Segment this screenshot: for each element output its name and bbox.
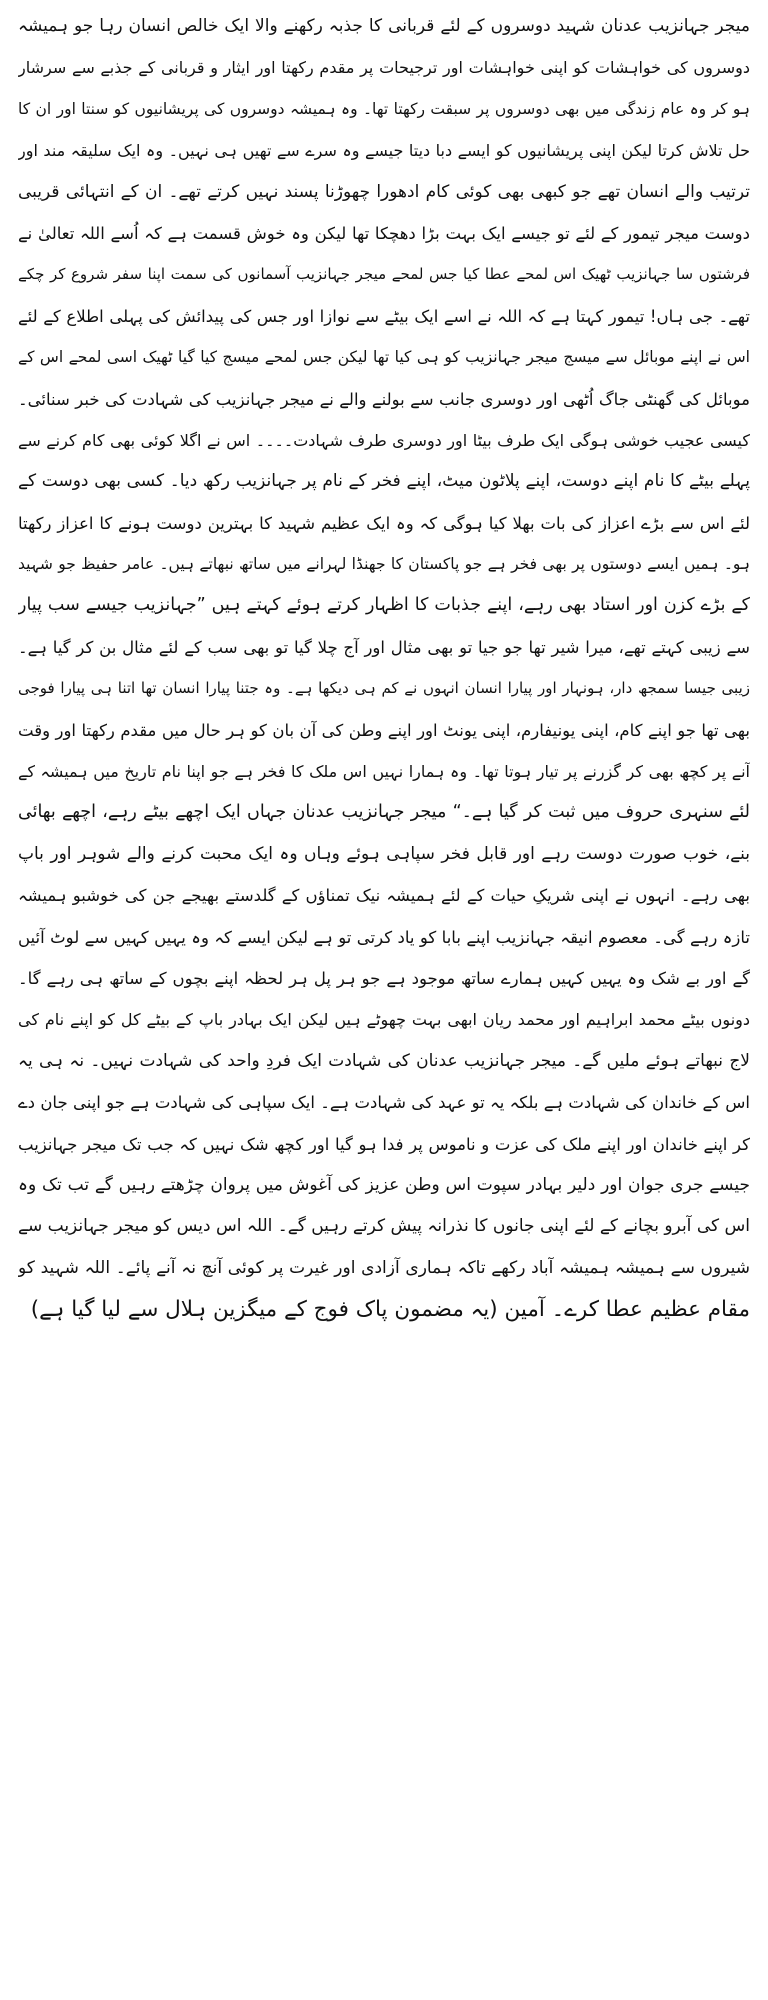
article-line: گے اور بے شک وہ یہیں کہیں ہمارے ساتھ موجود ہے جو ہر پل ہر لحظہ اپنے بچوں کے ساتھ ہی رہے گا۔ [18, 968, 750, 988]
article-line: اس نے اپنے موبائل سے میسج میجر جہانزیب کو ہی کیا تھا لیکن جس لمحے میسج کیا گیا ٹھیک اسی لمحے اس کے [18, 348, 750, 367]
article-line: تھے۔ جی ہاں! تیمور کہتا ہے کہ اللہ نے اسے ایک بیٹے سے نوازا اور جس کی پیدائش کی پہلی اطلاع کے لئے [18, 306, 750, 326]
article-line: موبائل کی گھنٹی جاگ اُٹھی اور دوسری جانب سے بولنے والے نے میجر جہانزیب کی شہادت کی خبر سنائی۔ [18, 389, 750, 409]
article-line: دوسروں کی خواہشات کو اپنی خواہشات اور ترجیحات پر مقدم رکھتا اور ایثار و قربانی کے جذبے سے سرشار [18, 58, 750, 78]
article-line: سے زیبی کہتے تھے، میرا شیر تھا جو جیا تو بھی مثال اور آج چلا گیا تو بھی سب کے لئے مثال بن کر گیا ہے۔ [18, 637, 750, 657]
article-line: دونوں بیٹے محمد ابراہیم اور محمد ریان ابھی بہت چھوٹے ہیں لیکن ایک بہادر باپ کے بیٹے کل کو اپنے نام کی [18, 1010, 750, 1030]
article-line: مقام عظیم عطا کرے۔ آمین (یہ مضمون پاک فوج کے میگزین ہلال سے لیا گیا ہے) [30, 1297, 750, 1323]
article-line: لئے اس سے بڑے اعزاز کی بات بھلا کیا ہوگی کہ وہ ایک عظیم شہید کا بہترین دوست ہونے کا اعزاز رکھتا [18, 513, 750, 533]
article-line: جیسے جری جوان اور دلیر بہادر سپوت اس وطن عزیز کی آغوش میں پروان چڑھتے رہیں گے تب تک وہ [18, 1174, 750, 1195]
article-body [18, 6, 750, 1331]
article-line: ترتیب والے انسان تھے جو کبھی بھی کوئی کام ادھورا چھوڑنا پسند نہیں کرتے تھے۔ ان کے انتہائی قریبی [18, 181, 750, 202]
article-line: کیسی عجیب خوشی ہوگی ایک طرف بیٹا اور دوسری طرف شہادت۔۔۔۔ اس نے اگلا کوئی بھی کام کرنے سے [18, 430, 750, 450]
article-line: بھی رہے۔ انہوں نے اپنی شریکِ حیات کے لئے ہمیشہ نیک تمناؤں کے گلدستے بھیجے جن کی خوشبو ہمیشہ [18, 886, 750, 906]
article-line: لاج نبھاتے ہوئے ملیں گے۔ میجر جہانزیب عدنان کی شہادت ایک فردِ واحد کی شہادت نہیں۔ نہ ہی یہ [18, 1050, 750, 1071]
article-line: اس کے خاندان کی شہادت ہے بلکہ یہ تو عہد کی شہادت ہے۔ ایک سپاہی کی شہادت ہے جو اپنی جان دے [18, 1093, 750, 1113]
article-line: فرشتوں سا جہانزیب ٹھیک اس لمحے عطا کیا جس لمحے میجر جہانزیب آسمانوں کی سمت اپنا سفر شروع کر چکے [18, 265, 750, 284]
article-line: بھی تھا جو اپنے کام، اپنی یونیفارم، اپنی یونٹ اور اپنے وطن کی آن بان کو ہر حال میں مقدم رکھتا اور وقت [18, 720, 750, 740]
article-line: بنے، خوب صورت دوست رہے اور قابل فخر سپاہی ہوئے وہاں وہ ایک محبت کرنے والے شوہر اور باپ [18, 843, 750, 864]
article-line: میجر جہانزیب عدنان شہید دوسروں کے لئے قربانی کا جذبہ رکھنے والا ایک خالص انسان رہا جو ہمیشہ [18, 16, 750, 36]
article-line: حل تلاش کرتا لیکن اپنی پریشانیوں کو ایسے دبا دیتا جیسے وہ سرے سے تھیں ہی نہیں۔ وہ ایک سلیقہ مند اور [18, 141, 750, 161]
article-line: زیبی جیسا سمجھ دار، ہونہار اور پیارا انسان انہوں نے کم ہی دیکھا ہے۔ وہ جتنا پیارا انسان تھا اتنا ہی پیارا فوجی [18, 679, 750, 698]
article-line: کر اپنے خاندان اور اپنے ملک کی عزت و ناموس پر فدا ہو گیا اور کچھ شک نہیں کہ جب تک میجر جہانزیب [18, 1134, 750, 1154]
article-line: ہو۔ ہمیں ایسے دوستوں پر بھی فخر ہے جو پاکستان کا جھنڈا لہرانے میں ساتھ نبھاتے ہیں۔ عامر حفیظ جو شہید [18, 555, 750, 574]
article-line: ہو کر وہ عام زندگی میں بھی دوسروں پر سبقت رکھتا تھا۔ وہ ہمیشہ دوسروں کی پریشانیوں کو سنتا اور ان کا [18, 99, 750, 118]
article-line: کے بڑے کزن اور استاد بھی رہے، اپنے جذبات کا اظہار کرتے ہوئے کہتے ہیں ”جہانزیب جیسے سب پیار [18, 595, 750, 616]
article-line: دوست میجر تیمور کے لئے تو جیسے ایک بہت بڑا دھچکا تھا لیکن وہ خوش قسمت ہے کہ اُسے اللہ تعالیٰ نے [18, 223, 750, 243]
article-line: اس کی آبرو بچانے کے لئے اپنی جانوں کا نذرانہ پیش کرتے رہیں گے۔ اللہ اس دیس کو میجر جہانزیب سے [18, 1216, 750, 1237]
article-line: شیروں سے ہمیشہ ہمیشہ آباد رکھے تاکہ ہماری آزادی اور غیرت پر کوئی آنچ نہ آنے پائے۔ اللہ شہید کو [18, 1257, 750, 1278]
article-line: پہلے بیٹے کا نام اپنے دوست، اپنے پلاٹون میٹ، اپنے فخر کے نام پر جہانزیب رکھ دیا۔ کسی بھی دوست کے [18, 471, 750, 492]
article-line: آنے پر کچھ بھی کر گزرنے پر تیار ہوتا تھا۔ وہ ہمارا نہیں اس ملک کا فخر ہے جو اپنا نام تاریخ میں ہمیشہ کے [18, 762, 750, 782]
article-line: تازہ رہے گی۔ معصوم انیقہ جہانزیب اپنے بابا کو یاد کرتی تو ہے لیکن ایسے کہ وہ یہیں کہیں سے لوٹ آئیں [18, 927, 750, 947]
article-line: لئے سنہری حروف میں ثبت کر گیا ہے۔“ میجر جہانزیب عدنان جہاں ایک اچھے بیٹے رہے، اچھے بھائی [18, 802, 750, 823]
